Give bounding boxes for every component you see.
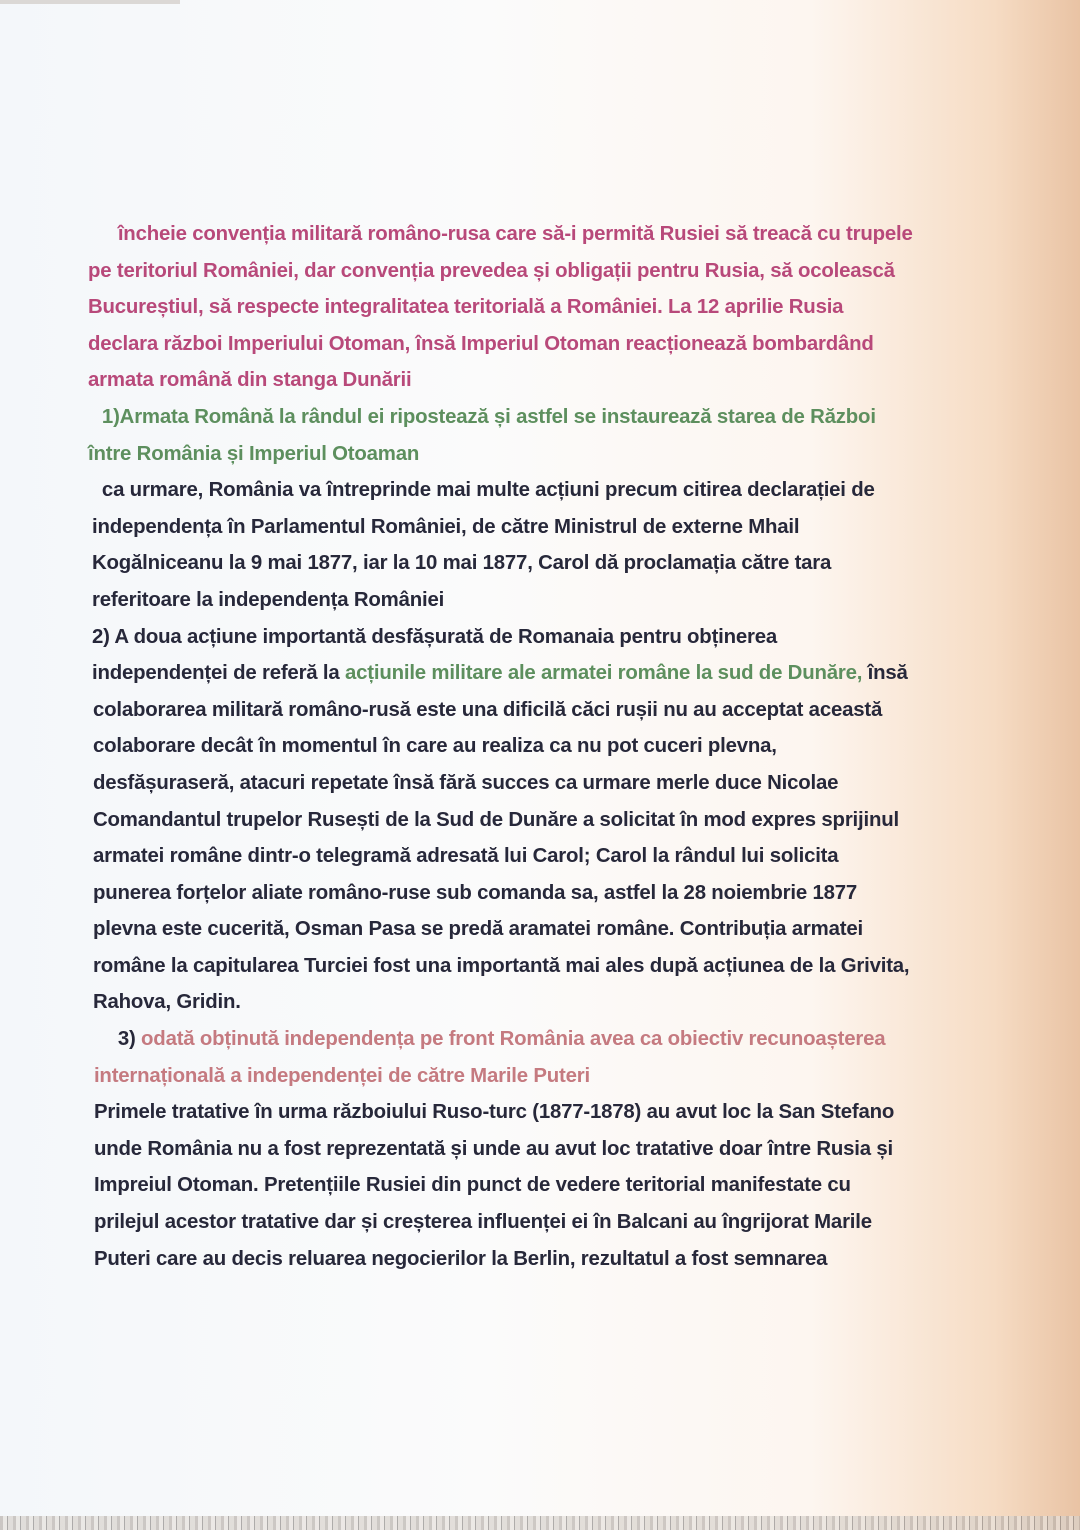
text-segment-dark: independența în Parlamentul României, de către Ministrul de externe Mhail: [91, 514, 800, 538]
text-segment-dark: Comandantul trupelor Rusești de la Sud de Dunăre a solicitat în mod expres sprijinul: [92, 807, 899, 831]
text-line: [88, 692, 1043, 729]
text-line: [88, 545, 1043, 582]
text-line: [88, 582, 1043, 619]
text-line: [88, 838, 1043, 875]
text-segment-green: 1)Armata Română la rândul ei ripostează și astfel se instaurează starea de Război: [101, 404, 876, 428]
text-segment-dark: punerea forțelor aliate româno-ruse sub comanda sa, astfel la 28 noiembrie 1877: [92, 880, 858, 904]
text-segment-dark: colaborarea militară româno-rusă este una dificilă căci rușii nu au acceptat această: [92, 697, 883, 721]
text-line: [88, 1021, 1043, 1058]
text-line: [88, 728, 1043, 765]
text-segment-dark: independenței de referă la: [91, 661, 345, 685]
text-line: [88, 1131, 1043, 1168]
text-segment-dark: desfășuraseră, atacuri repetate însă fără succes ca urmare merle duce Nicolae: [92, 770, 839, 794]
text-segment-pink: încheie convenția militară româno-rusa care să-i permită Rusiei să treacă cu trupele: [117, 222, 913, 245]
text-segment-salmon: internațională a independenței de către Marile Puteri: [93, 1063, 590, 1087]
text-segment-dark: referitoare la independența României: [91, 587, 445, 611]
paper-edge-bottom: [0, 1516, 1080, 1530]
text-line: [88, 216, 1043, 253]
text-line: [88, 765, 1043, 802]
text-line: [88, 1058, 1043, 1095]
text-line: [88, 948, 1043, 985]
text-segment-dark: 2) A doua acțiune importantă desfășurată de Romanaia pentru obținerea: [91, 624, 778, 648]
text-segment-green: acțiunile militare ale armatei române la sud de Dunăre,: [344, 661, 863, 685]
text-line: [88, 472, 1043, 509]
text-segment-green: între România și Imperiul Otoaman: [88, 441, 420, 465]
text-segment-pink: declara război Imperiului Otoman, însă Imperiul Otoman reacționează bombardând: [88, 331, 874, 355]
text-segment-dark: însă: [862, 661, 908, 685]
text-line: [88, 911, 1043, 948]
text-segment-pink: Bucureștiul, să respecte integralitatea teritorială a României. La 12 aprilie Rusia: [88, 295, 844, 319]
text-line: [88, 984, 1043, 1021]
text-segment-dark: 3): [117, 1027, 142, 1051]
text-segment-dark: armatei române dintr-o telegramă adresată lui Carol; Carol la rândul lui solicita: [92, 844, 839, 868]
text-segment-salmon: odată obținută independența pe front România avea ca obiectiv recunoașterea: [141, 1027, 886, 1051]
document-body: [88, 216, 1048, 1277]
paper-edge-top: [0, 0, 180, 4]
text-segment-dark: colaborare decât în momentul în care au realiza ca nu pot cuceri plevna,: [92, 734, 777, 758]
text-segment-dark: Puteri care au decis reluarea negocierilor la Berlin, rezultatul a fost semnarea: [93, 1246, 828, 1270]
text-line: [88, 253, 1043, 290]
text-line: [88, 362, 1043, 399]
text-line: [88, 802, 1043, 839]
text-line: [88, 1167, 1043, 1204]
text-segment-dark: Rahova, Gridin.: [92, 990, 241, 1014]
text-segment-pink: pe teritoriul României, dar convenția prevedea și obligații pentru Rusia, să ocolească: [88, 258, 895, 282]
text-line: [88, 1204, 1043, 1241]
text-segment-dark: române la capitularea Turciei fost una importantă mai ales după acțiunea de la Grivita,: [92, 953, 910, 977]
text-line: [88, 399, 1043, 436]
text-segment-pink: armata română din stanga Dunării: [88, 368, 412, 392]
text-line: [88, 655, 1043, 692]
text-segment-dark: unde România nu a fost reprezentată și unde au avut loc tratative doar între Rusia și: [93, 1136, 893, 1160]
text-segment-dark: Kogălniceanu la 9 mai 1877, iar la 10 mai 1877, Carol dă proclamația către tara: [91, 551, 832, 575]
text-line: [88, 875, 1043, 912]
text-line: [88, 619, 1043, 656]
text-line: [88, 436, 1043, 473]
text-segment-dark: ca urmare, România va întreprinde mai multe acțiuni precum citirea declarației de: [101, 478, 875, 502]
text-segment-dark: prilejul acestor tratative dar și creșterea influenței ei în Balcani au îngrijorat Marile: [93, 1210, 872, 1234]
text-segment-dark: Impreiul Otoman. Pretențiile Rusiei din punct de vedere teritorial manifestate cu: [93, 1173, 851, 1197]
text-segment-dark: plevna este cucerită, Osman Pasa se predă aramatei române. Contribuția armatei: [92, 917, 863, 941]
text-line: [88, 509, 1043, 546]
text-line: [88, 289, 1043, 326]
text-line: [88, 326, 1043, 363]
text-line: [88, 1094, 1043, 1131]
text-line: [88, 1241, 1043, 1278]
text-segment-dark: Primele tratative în urma războiului Ruso-turc (1877-1878) au avut loc la San Stefano: [93, 1100, 895, 1124]
